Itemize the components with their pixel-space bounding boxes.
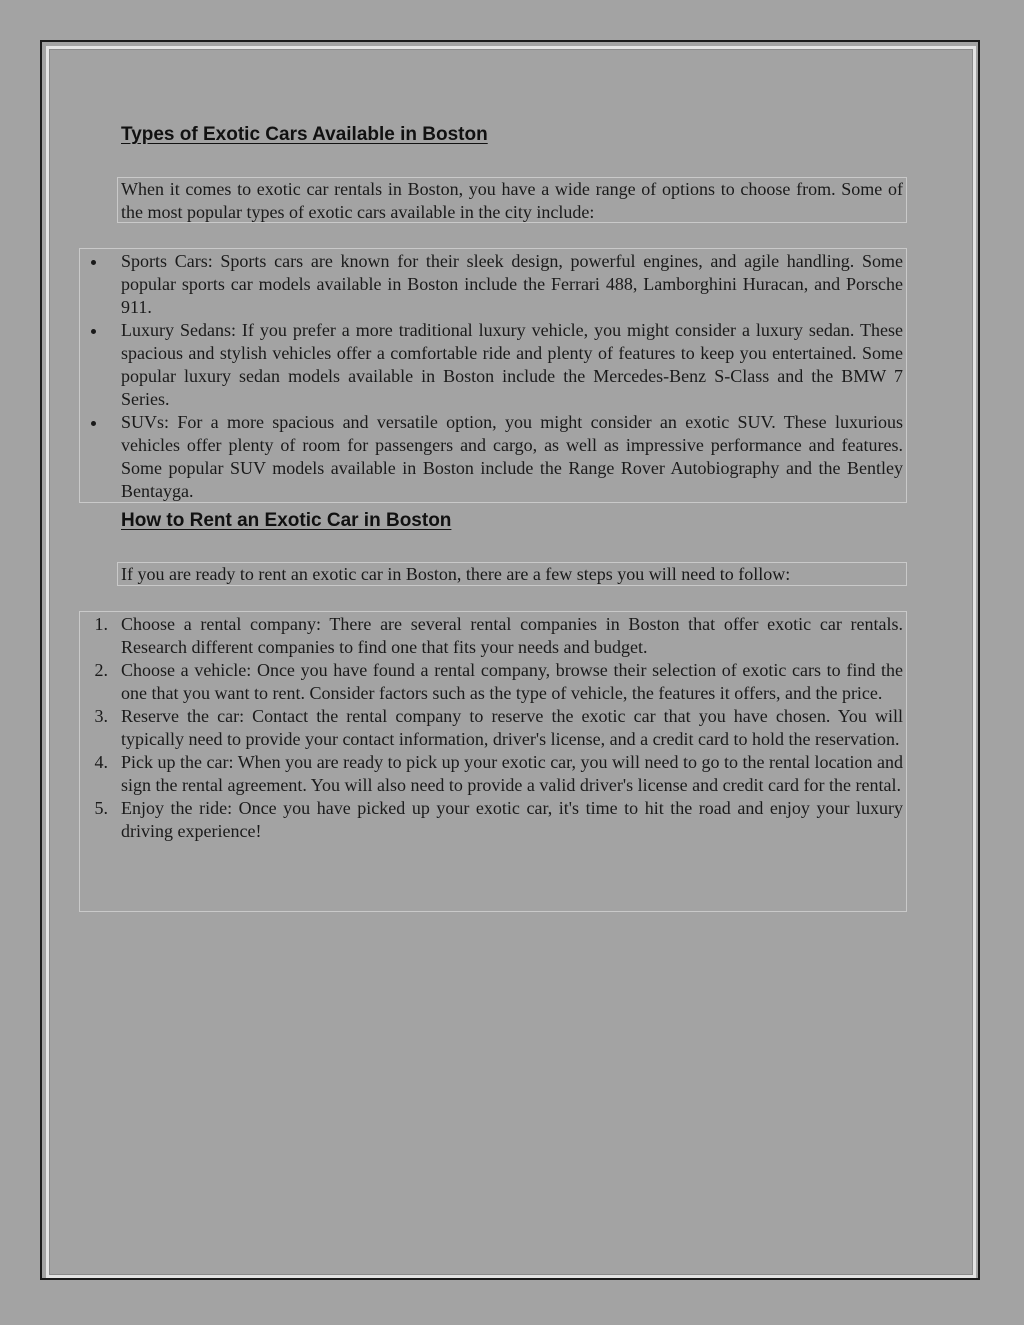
car-types-list (82, 250, 903, 503)
list-number: 4. (94, 752, 108, 772)
list-item (82, 319, 903, 411)
rental-steps-list (82, 613, 903, 843)
list-number: 3. (94, 706, 108, 726)
bullet-icon (91, 329, 96, 334)
list-item (82, 751, 903, 797)
list-item (82, 659, 903, 705)
bullet-icon (91, 260, 96, 265)
bullet-icon (91, 421, 96, 426)
list-item-text: Luxury Sedans: If you prefer a more traditional luxury vehicle, you might consider a luxury sedan. These spacious and stylish vehicles offer a comfortable ride and plenty of features to keep you entertained. Some popular luxury sedan models available in Boston include the Mercedes-Benz S-Class and the BMW 7 Series. (121, 320, 903, 409)
list-item (82, 250, 903, 319)
intro-paragraph-types: When it comes to exotic car rentals in Boston, you have a wide range of options to choose from. Some of the most popular types of exotic cars available in the city include: (121, 179, 903, 222)
intro-paragraph-how-to-rent: If you are ready to rent an exotic car in Boston, there are a few steps you will need to follow: (121, 564, 791, 584)
list-item-text: Choose a rental company: There are several rental companies in Boston that offer exotic car rentals. Research different companies to find one that fits your needs and budget. (121, 614, 903, 657)
list-item-text: Choose a vehicle: Once you have found a rental company, browse their selection of exotic cars to find the one that you want to rent. Consider factors such as the type of vehicle, the features it offers, and the price. (121, 660, 903, 703)
list-item (82, 613, 903, 659)
list-item (82, 797, 903, 843)
list-item-text: Sports Cars: Sports cars are known for their sleek design, powerful engines, and agile handling. Some popular sports car models available in Boston include the Ferrari 488, Lamborghini Huracan, and Porsche 911. (121, 251, 903, 317)
section-heading-types: Types of Exotic Cars Available in Boston (121, 124, 488, 145)
list-item-text: Enjoy the ride: Once you have picked up your exotic car, it's time to hit the road and enjoy your luxury driving experience! (121, 798, 903, 841)
list-item-text: Reserve the car: Contact the rental company to reserve the exotic car that you have chosen. You will typically need to provide your contact information, driver's license, and a credit card to hold the reservation. (121, 706, 903, 749)
list-item-text: Pick up the car: When you are ready to pick up your exotic car, you will need to go to the rental location and sign the rental agreement. You will also need to provide a valid driver's license and credit card for the rental. (121, 752, 903, 795)
list-item (82, 411, 903, 503)
list-item (82, 705, 903, 751)
list-number: 1. (94, 614, 108, 634)
list-number: 2. (94, 660, 108, 680)
list-item-text: SUVs: For a more spacious and versatile option, you might consider an exotic SUV. These luxurious vehicles offer plenty of room for passengers and cargo, as well as impressive performance and features. Some popular SUV models available in Boston include the Range Rover Autobiography and the Bentley Bentayga. (121, 412, 903, 501)
section-heading-how-to-rent: How to Rent an Exotic Car in Boston (121, 510, 452, 531)
list-number: 5. (94, 798, 108, 818)
